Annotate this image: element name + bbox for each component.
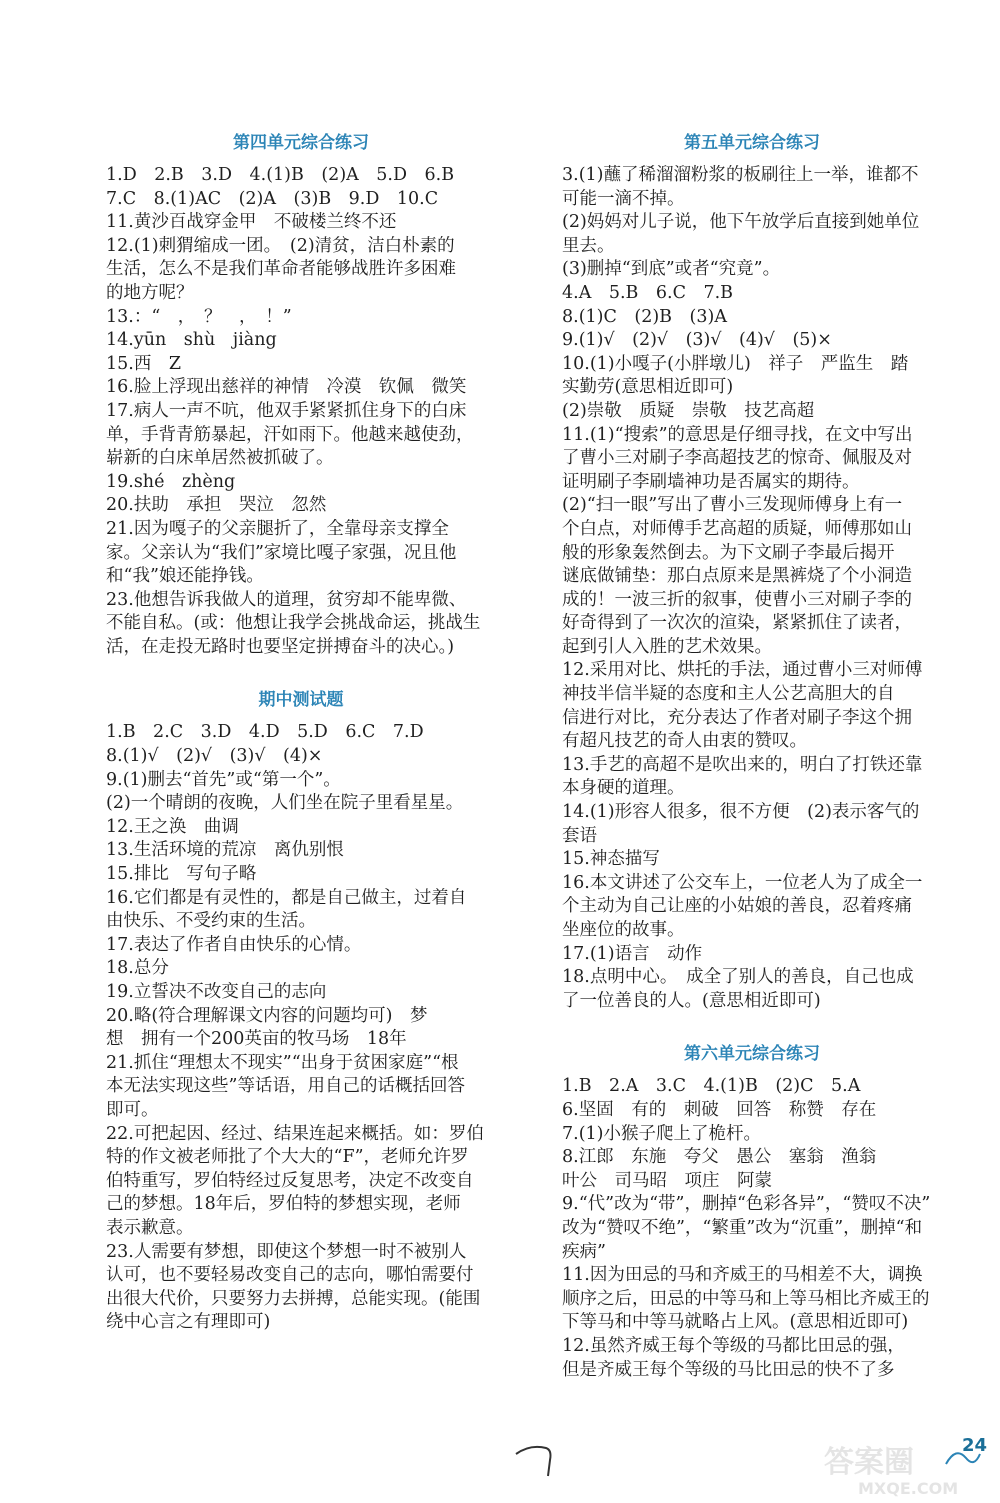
answer-line: 了曹小三对刷子李高超技艺的惊奇、佩服及对 xyxy=(562,448,912,469)
answer-line: 17.病人一声不吭，他双手紧紧抓住身下的白床 xyxy=(106,400,467,421)
answer-line: 叶公 司马昭 项庄 阿蒙 xyxy=(562,1170,772,1191)
answer-line: 表示歉意。 xyxy=(106,1217,194,1238)
answer-line: 但是齐威王每个等级的马比田忌的快不了多 xyxy=(562,1359,895,1380)
answer-line: 1.D 2.B 3.D 4.(1)B (2)A 5.D 6.B xyxy=(106,165,455,185)
svg-text:答案圈: 答案圈 xyxy=(824,1445,914,1480)
answer-line: 伯特重写，罗伯特经过反复思考，决定不改变自 xyxy=(106,1170,474,1191)
answer-line: (2)一个晴朗的夜晚，人们坐在院子里看星星。 xyxy=(106,793,464,814)
answer-line: 和“我”娘还能挣钱。 xyxy=(106,566,264,587)
answer-line: 14.(1)形容人很多，很不方便 (2)表示客气的 xyxy=(562,802,920,823)
answer-line: 14.yūn shù jiàng xyxy=(106,330,277,351)
answer-line: 认可，也不要轻易改变自己的志向，哪怕需要付 xyxy=(106,1265,474,1286)
answer-line: 想 拥有一个200英亩的牧马场 18年 xyxy=(106,1029,407,1050)
answer-line: 谜底做铺垫：那白点原来是黑裤烧了个小洞造 xyxy=(562,566,912,587)
spacer xyxy=(106,659,496,685)
answer-line: 证明刷子李刷墙神功是否属实的期待。 xyxy=(562,471,860,492)
answer-line: 8.(1)C (2)B (3)A xyxy=(562,306,727,327)
answer-line: (2)崇敬 质疑 崇敬 技艺高超 xyxy=(562,400,815,421)
answer-line: 神技半信半疑的态度和主人公艺高胆大的自 xyxy=(562,684,895,705)
answer-line: 本身硬的道理。 xyxy=(562,778,685,799)
answer-line: 13.：“ ， ？ ， ！” xyxy=(106,306,292,327)
left-column xyxy=(106,128,496,1335)
answer-line: 崭新的白床单居然被抓破了。 xyxy=(106,448,334,469)
answer-line: 般的形象轰然倒去。为下文刷子李最后揭开 xyxy=(562,542,895,563)
answer-line: 改为“赞叹不绝”，“繁重”改为“沉重”，删掉“和 xyxy=(562,1217,923,1238)
unit4-answers xyxy=(106,164,496,659)
answer-line: 8.江郎 东施 夸父 愚公 塞翁 渔翁 xyxy=(562,1147,877,1168)
answer-line: 18.总分 xyxy=(106,958,169,979)
answer-line: 本无法实现这些”等话语，用自己的话概括回答 xyxy=(106,1076,465,1097)
answer-line: 21.抓住“理想太不现实”“出身于贫困家庭”“根 xyxy=(106,1052,459,1073)
answer-line: 即可。 xyxy=(106,1099,159,1120)
answer-line: 坐座位的故事。 xyxy=(562,920,685,940)
answer-line: (2)“扫一眼”写出了曹小三发现师傅身上有一 xyxy=(562,495,903,516)
footer-hook-mark-icon xyxy=(512,1440,562,1480)
unit5-answers xyxy=(562,164,942,1013)
answer-line: 起到引人入胜的艺术效果。 xyxy=(562,636,772,657)
answer-line: 13.生活环境的荒凉 离仇别恨 xyxy=(106,840,344,861)
answer-line: 出很大代价，只要努力去拼搏，总能实现。(能围 xyxy=(106,1288,481,1309)
answer-line: 有超凡技艺的奇人由衷的赞叹。 xyxy=(562,731,807,752)
answer-line: 13.手艺的高超不是吹出来的，明白了打铁还靠 xyxy=(562,754,923,775)
answer-line: 3.(1)蘸了稀溜溜粉浆的板刷往上一举，谁都不 xyxy=(562,165,919,185)
answer-line: 己的梦想。18年后，罗伯特的梦想实现，老师 xyxy=(106,1194,461,1215)
answer-line: 9.“代”改为“带”，删掉“色彩各异”，“赞叹不决” xyxy=(562,1194,931,1215)
answer-line: 疾病” xyxy=(562,1241,606,1262)
answer-line: 20.略(符合理解课文内容的问题均可) 梦 xyxy=(106,1005,428,1026)
answer-line: 特的作文被老师批了个大大的“F”，老师允许罗 xyxy=(106,1147,469,1168)
answer-line: 23.人需要有梦想，即使这个梦想一时不被别人 xyxy=(106,1241,467,1262)
answer-line: 生活，怎么不是我们革命者能够战胜许多困难 xyxy=(106,259,456,280)
answer-line: 个主动为自己让座的小姑娘的善良，忍着疼痛 xyxy=(562,896,912,917)
answer-line: 11.(1)“搜索”的意思是仔细寻找，在文中写出 xyxy=(562,424,913,445)
answer-line: 9.(1)删去“首先”或“第一个”。 xyxy=(106,769,341,790)
answer-line: 20.扶助 承担 哭泣 忽然 xyxy=(106,495,327,516)
answer-line: 家。父亲认为“我们”家境比嘎子家强，况且他 xyxy=(106,542,457,563)
right-column xyxy=(562,128,942,1382)
answer-line: 成的！一波三折的叙事，使曹小三对刷子李的 xyxy=(562,589,912,610)
spacer xyxy=(562,1013,942,1039)
answer-line: 绕中心言之有理即可) xyxy=(106,1312,271,1333)
answer-line: 12.(1)刺猬缩成一团。 (2)清贫，洁白朴素的 xyxy=(106,235,455,256)
answer-line: 下等马和中等马就略占上风。(意思相近即可) xyxy=(562,1312,909,1333)
answer-line: 信进行对比，充分表达了作者对刷子李这个拥 xyxy=(562,707,912,728)
answer-line: 12.虽然齐威王每个等级的马都比田忌的强， xyxy=(562,1335,905,1356)
answer-line: 1.B 2.A 3.C 4.(1)B (2)C 5.A xyxy=(562,1076,861,1097)
answer-line: 4.A 5.B 6.C 7.B xyxy=(562,282,734,303)
answer-line: 的地方呢？ xyxy=(106,282,194,303)
answer-line: 17.表达了作者自由快乐的心情。 xyxy=(106,934,362,955)
answer-line: 19.shé zhèng xyxy=(106,471,236,492)
answer-line: 8.(1)√ (2)√ (3)√ (4)× xyxy=(106,746,323,767)
midterm-answers xyxy=(106,721,496,1334)
watermark-logo xyxy=(818,1436,998,1500)
answer-line: 1.B 2.C 3.D 4.D 5.D 6.C 7.D xyxy=(106,722,424,743)
answer-line: 活，在走投无路时也要坚定拼搏奋斗的决心。) xyxy=(106,636,455,657)
answer-line: 顺序之后，田忌的中等马和上等马相比齐威王的 xyxy=(562,1288,930,1309)
answer-line: 可能一滴不掉。 xyxy=(562,188,685,209)
answer-line: (3)删掉“到底”或者“究竟”。 xyxy=(562,259,781,280)
answer-line: 15.西 Z xyxy=(106,353,181,374)
answer-line: 12.王之涣 曲调 xyxy=(106,816,239,837)
answer-line: 11.因为田忌的马和齐威王的马相差不大，调换 xyxy=(562,1265,923,1286)
answer-line: 12.采用对比、烘托的手法，通过曹小三对师傅 xyxy=(562,660,923,681)
answer-line: 好奇得到了一次次的渲染，紧紧抓住了读者， xyxy=(562,613,912,634)
answer-line: 21.因为嘎子的父亲腿折了，全靠母亲支撑全 xyxy=(106,518,449,539)
answer-line: 11.黄沙百战穿金甲 不破楼兰终不还 xyxy=(106,212,397,233)
answer-line: 9.(1)√ (2)√ (3)√ (4)√ (5)× xyxy=(562,330,832,351)
answer-line: 里去。 xyxy=(562,235,615,256)
section-title-unit4: 第四单元综合练习 xyxy=(233,133,369,153)
answer-line: 套语 xyxy=(562,825,597,846)
answer-line: 实勤劳(意思相近即可) xyxy=(562,377,734,398)
answer-line: 7.(1)小猴子爬上了桅杆。 xyxy=(562,1123,761,1144)
answer-line: 16.脸上浮现出慈祥的神情 冷漠 钦佩 微笑 xyxy=(106,377,467,398)
answer-line: 15.排比 写句子略 xyxy=(106,864,257,885)
answer-line: 6.坚固 有的 刺破 回答 称赞 存在 xyxy=(562,1099,877,1120)
answer-line: 17.(1)语言 动作 xyxy=(562,943,703,964)
unit6-answers xyxy=(562,1075,942,1382)
section-title-midterm: 期中测试题 xyxy=(258,690,344,711)
svg-text:MXQE.COM: MXQE.COM xyxy=(858,1479,959,1498)
answer-line: 18.点明中心。 成全了别人的善良，自己也成 xyxy=(562,967,914,988)
answer-line: (2)妈妈对儿子说，他下午放学后直接到她单位 xyxy=(562,212,920,233)
section-title-unit6: 第六单元综合练习 xyxy=(684,1044,820,1065)
answer-line: 7.C 8.(1)AC (2)A (3)B 9.D 10.C xyxy=(106,188,439,209)
answer-line: 单，手背青筋暴起，汗如雨下。他越来越使劲， xyxy=(106,424,474,445)
answer-line: 19.立誓决不改变自己的志向 xyxy=(106,982,327,1002)
answer-line: 22.可把起因、经过、结果连起来概括。如：罗伯 xyxy=(106,1123,484,1144)
answer-line: 23.他想告诉我做人的道理，贫穷却不能卑微、 xyxy=(106,589,467,610)
page-number: 24 xyxy=(962,1435,988,1456)
answer-line: 由快乐、不受约束的生活。 xyxy=(106,911,316,932)
answer-line: 了一位善良的人。(意思相近即可) xyxy=(562,990,821,1011)
section-title-unit5: 第五单元综合练习 xyxy=(684,133,820,153)
answer-line: 16.它们都是有灵性的，都是自己做主，过着自 xyxy=(106,887,467,908)
answer-line: 个白点，对师傅手艺高超的质疑，师傅那如山 xyxy=(562,518,912,539)
answer-line: 15.神态描写 xyxy=(562,849,660,870)
answer-line: 16.本文讲述了公交车上，一位老人为了成全一 xyxy=(562,872,923,893)
answer-line: 10.(1)小嘎子(小胖墩儿) 祥子 严监生 踏 xyxy=(562,353,909,374)
answer-line: 不能自私。(或：他想让我学会挑战命运，挑战生 xyxy=(106,613,481,634)
